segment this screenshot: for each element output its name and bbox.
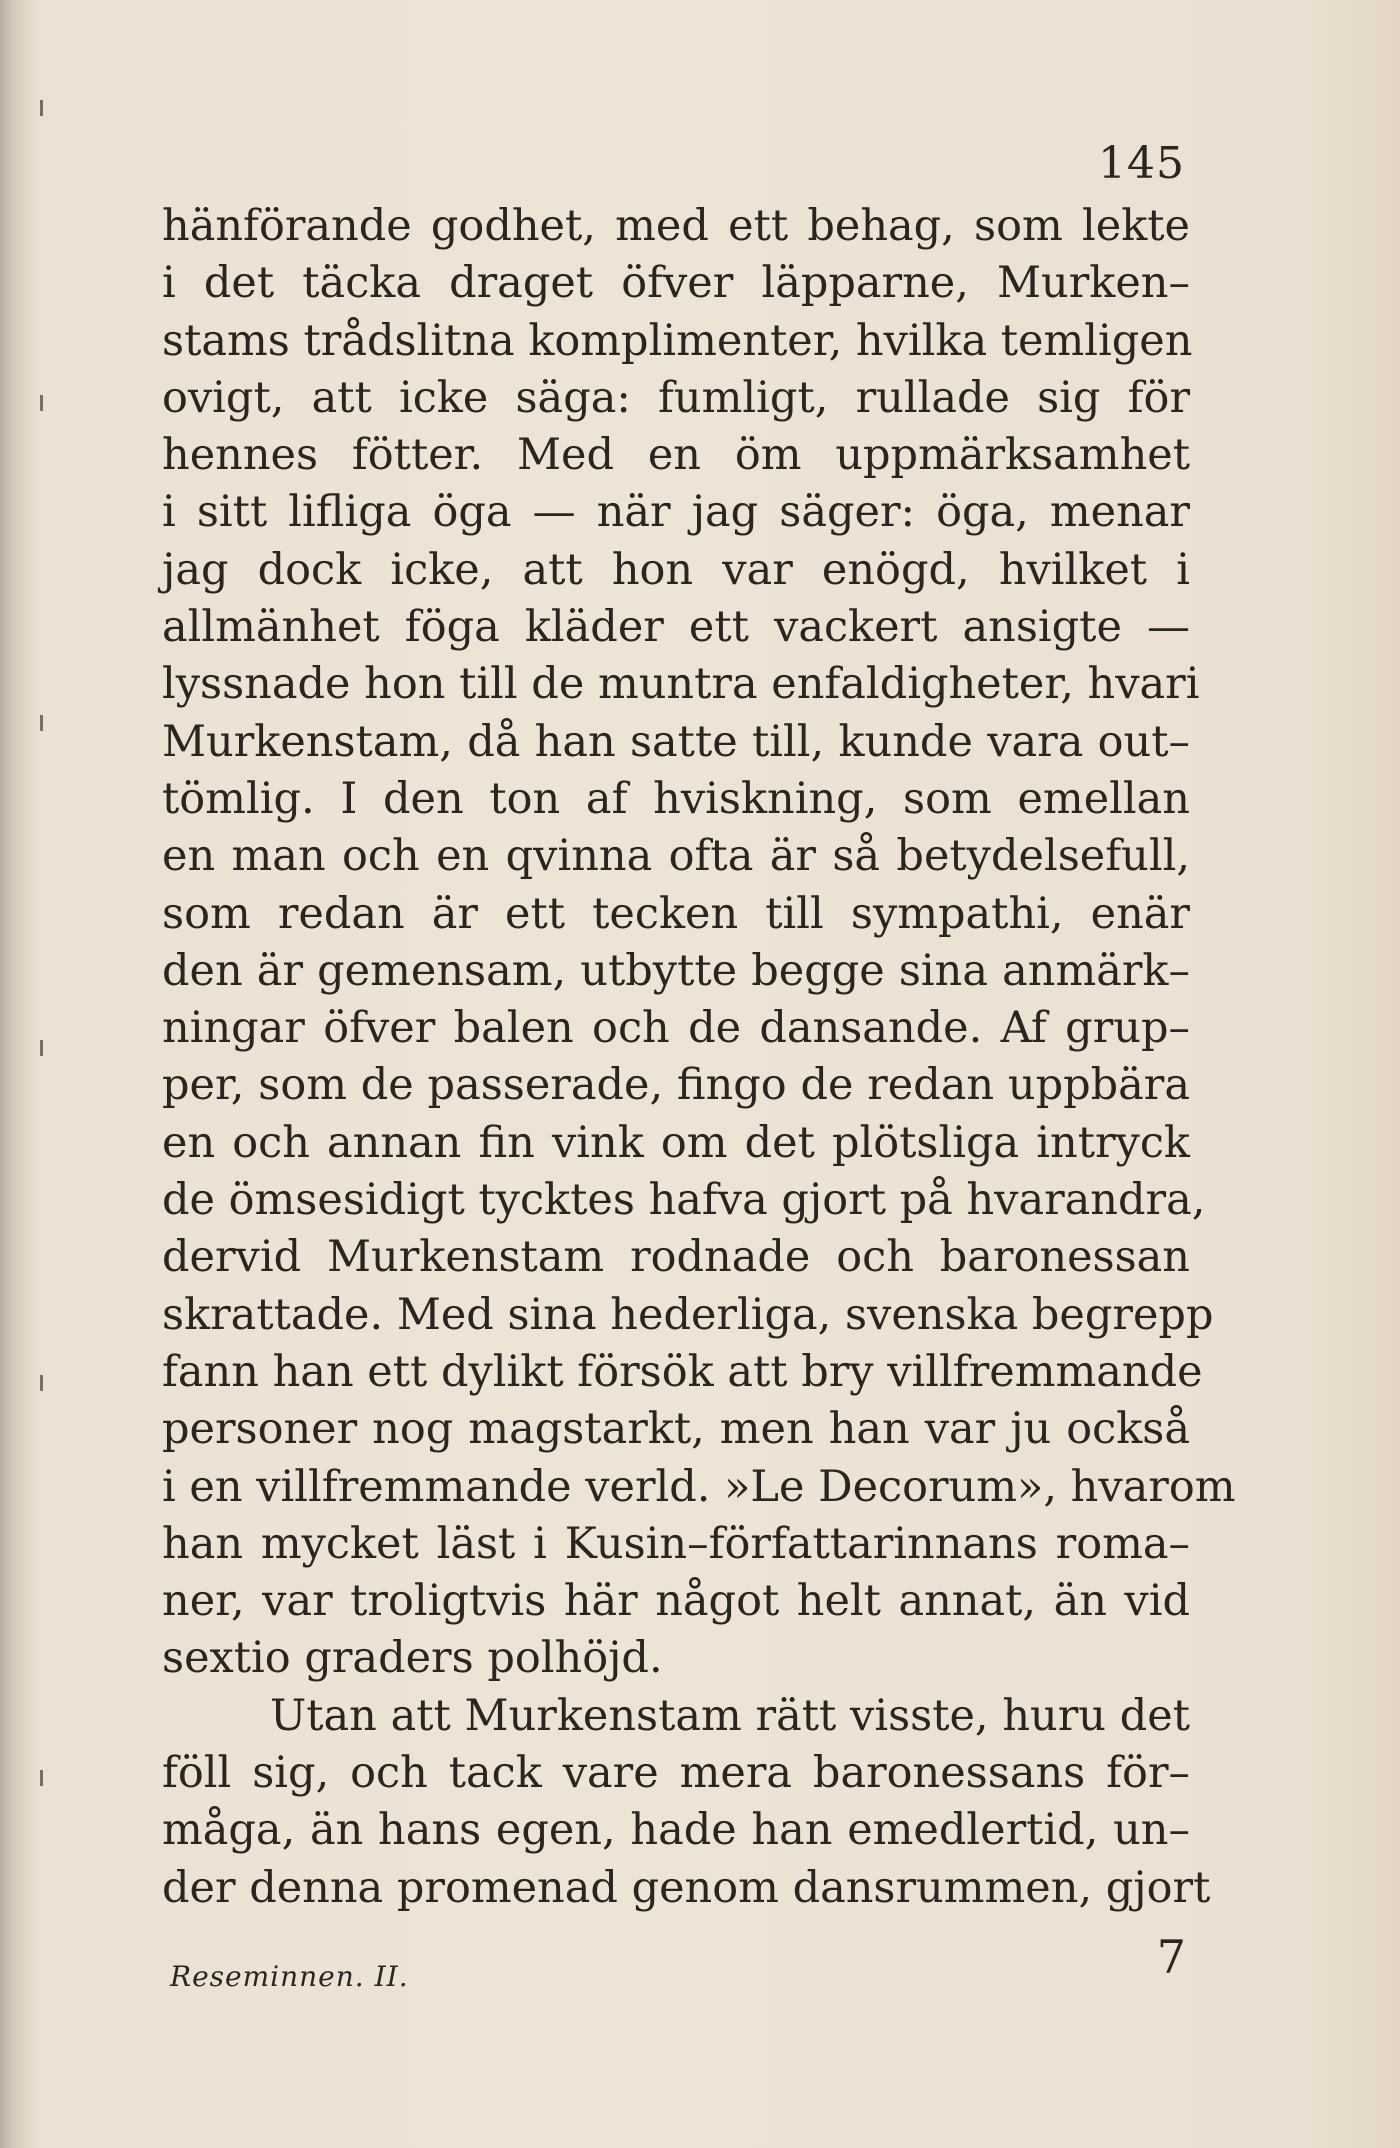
text-line: ner, var troligtvis här något helt annat, än vid xyxy=(162,1576,1190,1627)
text-line: hänförande godhet, med ett behag, som lekte xyxy=(162,201,1190,251)
text-line: fann han ett dylikt försök att bry villfremmande xyxy=(162,1346,1203,1397)
text-line: jag dock icke, att hon var enögd, hvilket i xyxy=(162,544,1190,595)
text-line: dervid Murkenstam rodnade och baronessan xyxy=(162,1232,1190,1283)
text-line: allmänhet föga kläder ett vackert ansigte — xyxy=(162,602,1190,653)
text-line: han mycket läst i Kusin–författarinnans roma– xyxy=(162,1518,1190,1569)
text-line: en man och en qvinna ofta är så betydelsefull, xyxy=(162,831,1190,882)
text-line: ovigt, att icke säga: fumligt, rullade sig för xyxy=(162,372,1190,423)
signature-mark: 7 xyxy=(1156,1930,1186,1984)
page-footer xyxy=(170,1930,1186,1993)
text-line: föll sig, och tack vare mera baronessans för– xyxy=(162,1748,1190,1799)
text-line: stams trådslitna komplimenter, hvilka temligen xyxy=(162,315,1193,366)
text-line: sextio graders polhöjd. xyxy=(162,1633,663,1684)
page-edge-mark xyxy=(40,715,43,731)
page-edge-mark xyxy=(40,395,43,411)
text-line: måga, än hans egen, hade han emedlertid, un– xyxy=(162,1805,1190,1856)
text-line: personer nog magstarkt, men han var ju också xyxy=(162,1404,1190,1455)
text-line: der denna promenad genom dansrummen, gjort xyxy=(162,1862,1211,1913)
page-edge-mark xyxy=(40,1040,43,1056)
footer-signature: Reseminnen. II. xyxy=(170,1960,409,1993)
text-line: i sitt lifliga öga — när jag säger: öga, menar xyxy=(162,487,1190,538)
text-line: Murkenstam, då han satte till, kunde vara out– xyxy=(162,716,1190,767)
page-number: 145 xyxy=(1098,138,1185,189)
text-line: den är gemensam, utbytte begge sina anmärk– xyxy=(162,945,1190,996)
text-line: tömlig. I den ton af hviskning, som emellan xyxy=(162,773,1190,824)
text-line: lyssnade hon till de muntra enfaldigheter, hvari xyxy=(162,659,1200,710)
text-line: per, som de passerade, fingo de redan uppbära xyxy=(162,1060,1190,1111)
text-line: ningar öfver balen och de dansande. Af grup– xyxy=(162,1003,1190,1054)
text-line: en och annan fin vink om det plötsliga intryck xyxy=(162,1117,1190,1168)
text-line: Utan att Murkenstam rätt visste, huru det xyxy=(270,1690,1190,1741)
text-line: skrattade. Med sina hederliga, svenska begrepp xyxy=(162,1289,1214,1340)
body-text xyxy=(162,198,1236,1917)
text-line: hennes fötter. Med en öm uppmärksamhet xyxy=(162,430,1190,481)
text-line: i det täcka draget öfver läpparne, Murken– xyxy=(162,258,1190,309)
text-line: de ömsesidigt tycktes hafva gjort på hvarandra, xyxy=(162,1175,1206,1226)
page-edge-mark xyxy=(40,1375,43,1391)
text-line: som redan är ett tecken till sympathi, enär xyxy=(162,888,1190,939)
page-edge-mark xyxy=(40,1770,43,1786)
page-edge-mark xyxy=(40,100,43,116)
text-line: i en villfremmande verld. »Le Decorum», hvarom xyxy=(162,1461,1236,1512)
